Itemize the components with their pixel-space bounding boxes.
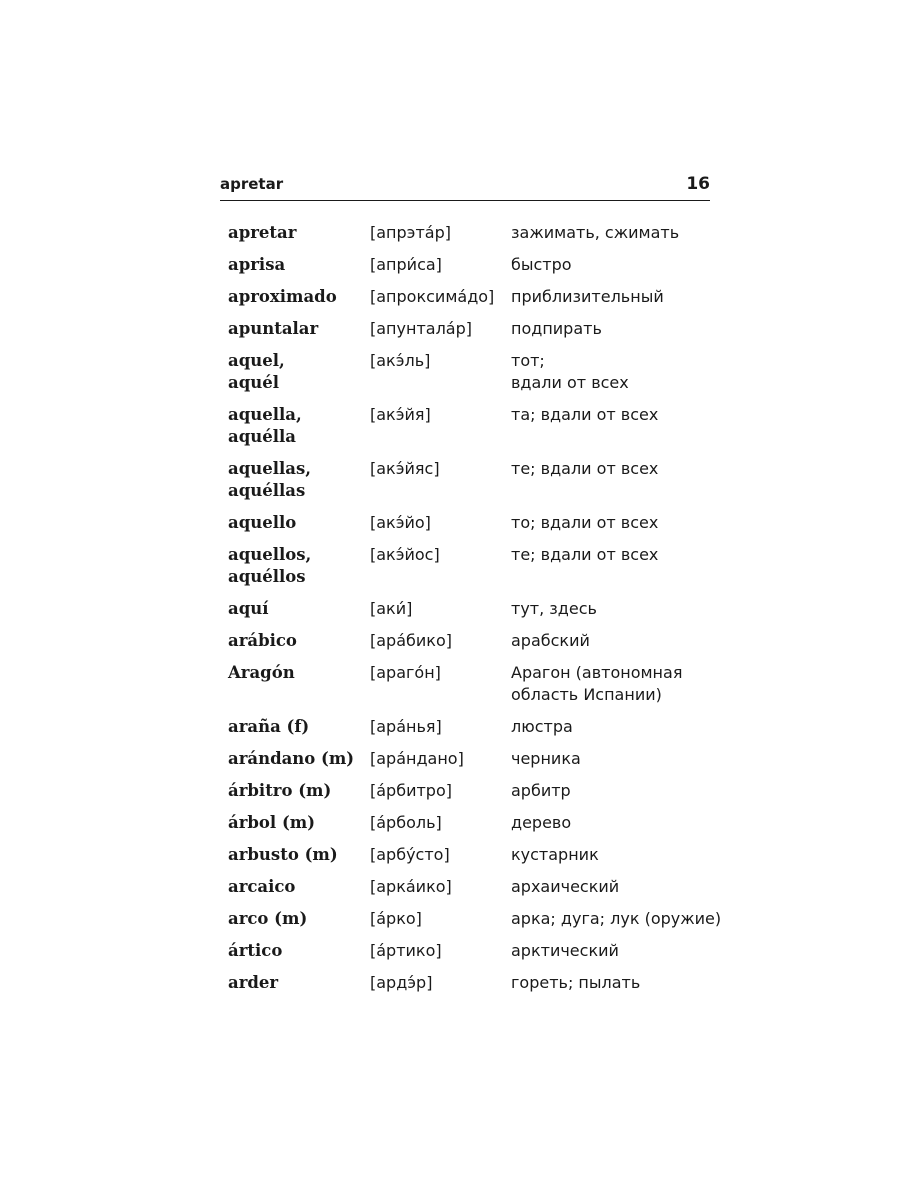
entry-transcription: [аки́] [370,599,413,618]
entry-translation [511,254,718,276]
entry-translation-line: люстра [511,717,573,736]
dictionary-entry [228,940,718,962]
entry-translation [511,222,718,244]
entry-word-line: árbol (m) [228,813,316,832]
entry-word-line: arándano (m) [228,749,355,768]
entry-word-line: Aragón [228,663,295,682]
entry-word-line: árbitro (m) [228,781,332,800]
entry-transcription: [апунтала́р] [370,319,472,338]
entry-translation-line: быстро [511,255,572,274]
entry-word [228,940,370,962]
entry-translation [511,630,718,652]
entry-translation [511,716,718,738]
entry-transcription: [а́ртико] [370,941,442,960]
entry-transcription: [арбу́сто] [370,845,450,864]
dictionary-entry [228,748,718,770]
entry-translation [511,780,718,802]
entry-word [228,318,370,340]
entry-word [228,598,370,620]
dictionary-entry [228,222,718,244]
dictionary-entry [228,318,718,340]
dictionary-entry [228,716,718,738]
entry-word-line: apretar [228,223,297,242]
entry-word [228,876,370,898]
entry-translation-line: дерево [511,813,572,832]
entry-word [228,512,370,534]
entry-translation-line: арктический [511,941,619,960]
dictionary-entry [228,908,722,930]
entry-transcription: [акэ́йос] [370,545,440,564]
dictionary-entry [228,844,718,866]
entry-word-line: aquélla [228,427,296,446]
entry-translation [511,662,718,706]
entry-translation-line: зажимать, сжимать [511,223,680,242]
entry-transcription: [а́рболь] [370,813,442,832]
dictionary-entry-list [228,222,722,1004]
entry-transcription: [а́рко] [370,909,422,928]
entry-word [228,716,370,738]
entry-translation-line: приблизительный [511,287,664,306]
entry-translation-line: гореть; пылать [511,973,641,992]
entry-word-line: aquí [228,599,269,618]
entry-word-line: aquellos, [228,545,312,564]
entry-transcription: [араго́н] [370,663,441,682]
entry-translation-line: арбитр [511,781,571,800]
entry-transcription: [ара́бико] [370,631,452,650]
entry-word-line: aquel, [228,351,285,370]
entry-word-line: aproximado [228,287,337,306]
entry-word [228,812,370,834]
entry-word [228,254,370,276]
entry-word [228,286,370,308]
dictionary-entry [228,404,718,448]
dictionary-entry [228,254,718,276]
entry-translation-line: кустарник [511,845,599,864]
entry-translation [511,512,718,534]
entry-word-line: aquéllos [228,567,306,586]
entry-word [228,458,370,502]
entry-transcription: [акэ́йя] [370,405,431,424]
entry-word-line: arder [228,973,279,992]
header-headword: apretar [220,175,284,193]
entry-translation [511,876,718,898]
entry-word-line: arbusto (m) [228,845,338,864]
entry-translation-line: область Испании) [511,685,662,704]
dictionary-entry [228,286,718,308]
entry-translation-line: вдали от всех [511,373,629,392]
entry-translation-line: архаический [511,877,620,896]
entry-transcription: [апри́са] [370,255,442,274]
entry-transcription: [акэ́йо] [370,513,431,532]
entry-translation [511,404,718,426]
dictionary-entry [228,780,718,802]
entry-transcription: [акэ́ль] [370,351,431,370]
dictionary-entry [228,598,718,620]
entry-translation-line: те; вдали от всех [511,545,659,564]
entry-translation-line: подпирать [511,319,602,338]
dictionary-entry [228,512,718,534]
running-header [220,170,710,201]
entry-translation-line: тут, здесь [511,599,597,618]
entry-translation [511,972,718,994]
entry-transcription: [ара́нья] [370,717,442,736]
entry-translation [511,812,718,834]
entry-translation [511,908,721,930]
entry-word-line: arábico [228,631,297,650]
dictionary-entry [228,544,718,588]
entry-word-line: arcaico [228,877,296,896]
entry-translation [511,844,718,866]
entry-word-line: aquéllas [228,481,306,500]
entry-translation [511,318,718,340]
entry-word [228,908,370,930]
entry-translation-line: та; вдали от всех [511,405,659,424]
entry-translation [511,286,718,308]
entry-translation-line: те; вдали от всех [511,459,659,478]
entry-word [228,972,370,994]
entry-word [228,780,370,802]
dictionary-entry [228,458,718,502]
dictionary-entry [228,972,718,994]
entry-translation [511,458,718,480]
entry-translation-line: Арагон (автономная [511,663,683,682]
dictionary-entry [228,630,718,652]
dictionary-entry [228,350,718,394]
dictionary-entry [228,876,718,898]
entry-translation-line: черника [511,749,581,768]
entry-translation-line: арка; дуга; лук (оружие) [511,909,722,928]
entry-word [228,404,370,448]
entry-transcription: [ара́ндано] [370,749,464,768]
page-number: 16 [686,174,710,194]
entry-word [228,844,370,866]
entry-word-line: aquellas, [228,459,311,478]
entry-word-line: aprisa [228,255,286,274]
entry-transcription: [апрэта́р] [370,223,451,242]
entry-word [228,350,370,394]
entry-word [228,748,370,770]
entry-word-line: ártico [228,941,283,960]
entry-translation-line: то; вдали от всех [511,513,659,532]
entry-transcription: [апроксима́до] [370,287,495,306]
entry-translation-line: тот; [511,351,545,370]
entry-translation-line: арабский [511,631,590,650]
entry-translation [511,350,718,394]
dictionary-entry [228,662,718,706]
entry-word [228,630,370,652]
entry-word [228,662,370,684]
entry-word-line: aquella, [228,405,302,424]
entry-word [228,222,370,244]
entry-translation [511,940,718,962]
entry-translation [511,598,718,620]
entry-transcription: [ардэ́р] [370,973,433,992]
entry-word [228,544,370,588]
entry-word-line: arco (m) [228,909,308,928]
entry-word-line: aquello [228,513,297,532]
entry-word-line: araña (f) [228,717,310,736]
entry-word-line: apuntalar [228,319,319,338]
entry-transcription: [а́рбитро] [370,781,452,800]
dictionary-entry [228,812,718,834]
entry-translation [511,544,718,566]
entry-translation [511,748,718,770]
entry-transcription: [арка́ико] [370,877,452,896]
entry-transcription: [акэ́йяс] [370,459,440,478]
entry-word-line: aquél [228,373,279,392]
